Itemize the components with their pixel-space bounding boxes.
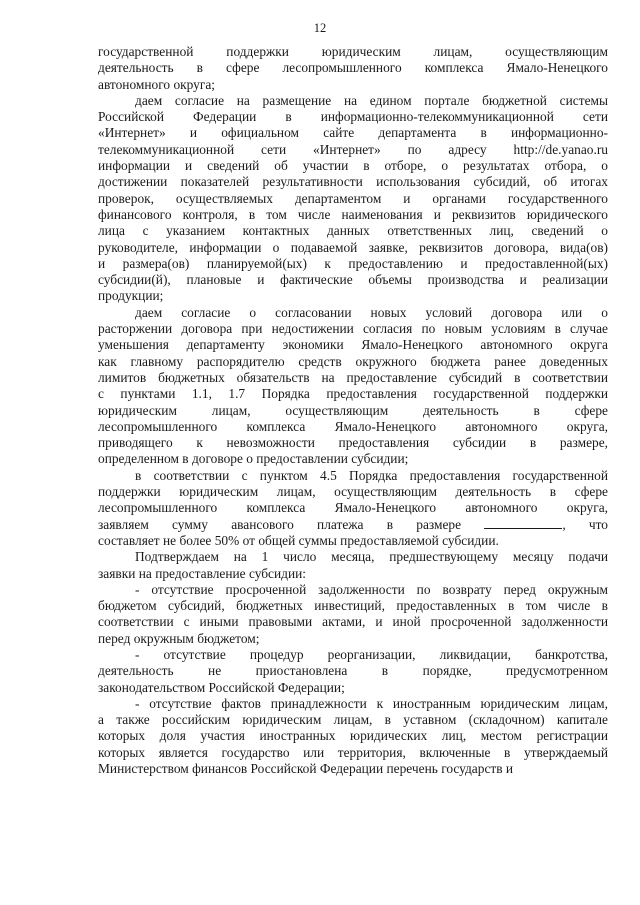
text-line: лимитов бюджетных обязательств на предоставление субсидий в соответствии xyxy=(98,369,608,385)
text-line: уменьшения департаменту экономики Ямало-Ненецкого автономного округа xyxy=(98,337,608,353)
paragraph xyxy=(98,305,608,468)
text-line: составляет не более 50% от общей суммы предоставляемой субсидии. xyxy=(98,532,499,548)
text-line: телекоммуникационной сети «Интернет» по адресу http://de.yanao.ru xyxy=(98,141,608,157)
text-line: соответствии с иными правовыми актами, и иной просроченной задолженности xyxy=(98,614,608,630)
text-line: поддержки юридическим лицам, осуществляющим деятельность в сфере xyxy=(98,484,608,500)
text-line: бюджетом субсидий, бюджетных инвестиций, предоставленных в том числе в xyxy=(98,598,608,614)
text-line: заявляем сумму авансового платежа в размере , что xyxy=(98,516,608,532)
text-line: расторжении договора при недостижении согласия по новым условиям в случае xyxy=(98,321,608,337)
text-line: юридическим лицам, осуществляющим деятельность в сфере xyxy=(98,402,608,418)
text-line: даем согласие на размещение на едином портале бюджетной системы xyxy=(135,92,608,108)
text-line: Подтверждаем на 1 число месяца, предшествующему месяцу подачи xyxy=(135,549,608,565)
text-line: лесопромышленного комплекса Ямало-Ненецкого автономного округа, xyxy=(98,500,608,516)
text-line: финансового контроля, в том числе наименования и реквизитов юридического xyxy=(98,206,608,222)
text-line: Российской Федерации в информационно-телекоммуникационной сети xyxy=(98,109,608,125)
text-line: - отсутствие просроченной задолженности по возврату перед окружным xyxy=(135,581,608,597)
text-line: субсидии(й), плановые и фактические объемы производства и реализации xyxy=(98,272,608,288)
text-line: информации и сведений об участии в отборе, о результатах отбора, о xyxy=(98,158,608,174)
text-line: достижении показателей результативности использования субсидий, об итогах xyxy=(98,174,608,190)
text-line: проверок, осуществляемых департаментом и органами государственного xyxy=(98,190,608,206)
paragraph xyxy=(98,93,608,305)
text-line: лица с указанием контактных данных ответственных лиц, сведений о xyxy=(98,223,608,239)
paragraph xyxy=(98,549,608,582)
text-line: «Интернет» и официальном сайте департамента в информационно- xyxy=(98,125,608,141)
text-line: а также российским юридическим лицам, в уставном (складочном) капитале xyxy=(98,712,608,728)
text-line: Министерством финансов Российской Федерации перечень государств и xyxy=(98,761,514,777)
paragraph xyxy=(98,647,608,696)
text-line: продукции; xyxy=(98,288,164,304)
text-line: руководителе, информации о подаваемой заявке, реквизитов договора, вида(ов) xyxy=(98,239,608,255)
text-line: - отсутствие процедур реорганизации, ликвидации, банкротства, xyxy=(135,646,608,662)
text-line: которых является государство или территория, включенные в утверждаемый xyxy=(98,744,608,760)
paragraph xyxy=(98,582,608,647)
text-line: в соответствии с пунктом 4.5 Порядка предоставления государственной xyxy=(135,467,608,483)
text-line: заявки на предоставление субсидии: xyxy=(98,565,307,581)
paragraph xyxy=(98,696,608,777)
paragraph xyxy=(98,468,608,549)
text-line: определенном в договоре о предоставлении субсидии; xyxy=(98,451,409,467)
text-line: автономного округа; xyxy=(98,76,216,92)
text-line: которых доля участия иностранных юридических лиц, местом регистрации xyxy=(98,728,608,744)
page-number: 12 xyxy=(313,21,327,35)
text-line: деятельность не приостановлена в порядке, предусмотренном xyxy=(98,663,608,679)
text-line: с пунктами 1.1, 1.7 Порядка предоставления государственной поддержки xyxy=(98,386,608,402)
text-line: и размера(ов) планируемой(ых) к предоставлению и предоставленной(ых) xyxy=(98,255,608,271)
document-body xyxy=(98,44,608,777)
text-line: государственной поддержки юридическим лицам, осуществляющим xyxy=(98,44,608,59)
text-line: лесопромышленного комплекса Ямало-Ненецкого автономного округа, xyxy=(98,418,608,434)
text-line: законодательством Российской Федерации; xyxy=(98,679,345,695)
amount-blank-field xyxy=(484,517,562,529)
text-line: перед окружным бюджетом; xyxy=(98,630,260,646)
paragraph xyxy=(98,44,608,93)
text-line: даем согласие о согласовании новых условий договора или о xyxy=(135,304,608,320)
text-line: как главному распорядителю средств окружного бюджета ранее доведенных xyxy=(98,353,608,369)
text-line: - отсутствие фактов принадлежности к иностранным юридическим лицам, xyxy=(135,695,608,711)
text-line: деятельность в сфере лесопромышленного комплекса Ямало-Ненецкого xyxy=(98,60,608,76)
text-line: приводящего к невозможности предоставления субсидии в размере, xyxy=(98,435,608,451)
